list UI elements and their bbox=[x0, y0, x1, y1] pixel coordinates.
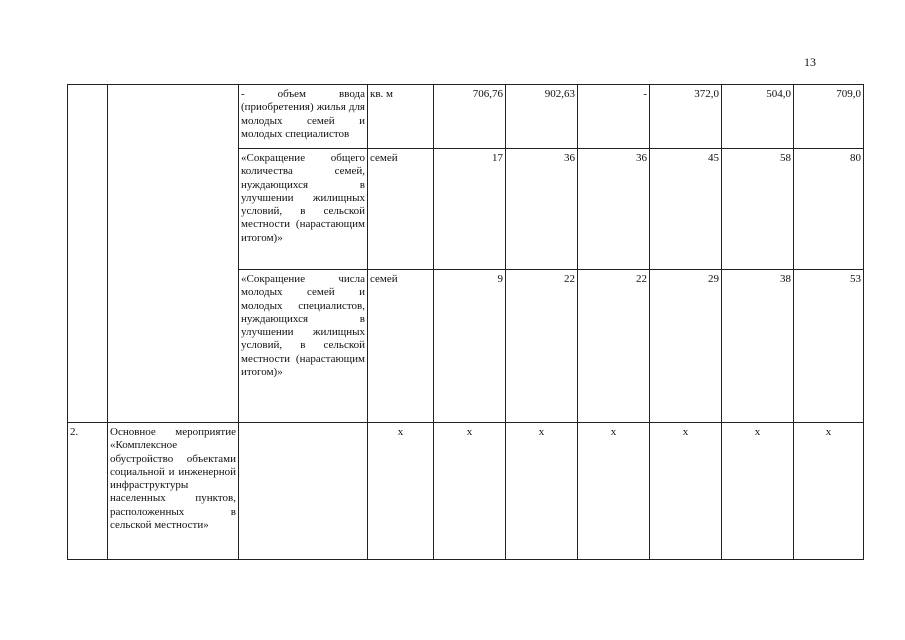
indicator-value: 29 bbox=[650, 270, 722, 423]
row-number-cell bbox=[68, 85, 108, 423]
page-number: 13 bbox=[804, 55, 816, 69]
indicators-table bbox=[67, 84, 864, 560]
x-mark: x bbox=[578, 423, 650, 560]
indicator-unit: кв. м bbox=[368, 85, 434, 149]
x-mark: x bbox=[650, 423, 722, 560]
indicator-value: 9 bbox=[434, 270, 506, 423]
indicator-value: 45 bbox=[650, 149, 722, 270]
indicator-value: 22 bbox=[506, 270, 578, 423]
indicator-value: 709,0 bbox=[794, 85, 864, 149]
x-mark: x bbox=[434, 423, 506, 560]
indicator-description: «Сокращение числа молодых семей и молодых специалистов, нуждающихся в улучшении жилищных условий, в сельской местности (нарастающим итогом)» bbox=[239, 270, 368, 423]
indicator-value: 53 bbox=[794, 270, 864, 423]
indicator-description: - объем ввода (приобретения) жилья для молодых семей и молодых специалистов bbox=[239, 85, 368, 149]
table-row bbox=[68, 423, 864, 560]
x-mark: x bbox=[794, 423, 864, 560]
indicator-value: 36 bbox=[578, 149, 650, 270]
indicator-value: 17 bbox=[434, 149, 506, 270]
activity-description: Основное мероприятие «Комплексное обустройство объектами социальной и инженерной инфраструктуры населенных пунктов, расположенных в сельской местности» bbox=[108, 423, 239, 560]
x-mark: x bbox=[506, 423, 578, 560]
x-mark: x bbox=[722, 423, 794, 560]
table-row bbox=[68, 85, 864, 149]
indicator-unit: семей bbox=[368, 270, 434, 423]
indicator-value: 36 bbox=[506, 149, 578, 270]
indicator-value: 706,76 bbox=[434, 85, 506, 149]
indicator-value: 58 bbox=[722, 149, 794, 270]
indicator-value: 902,63 bbox=[506, 85, 578, 149]
row-number: 2. bbox=[68, 423, 108, 560]
indicator-description-empty bbox=[239, 423, 368, 560]
indicator-value: 372,0 bbox=[650, 85, 722, 149]
activity-cell bbox=[108, 85, 239, 423]
indicator-value: 38 bbox=[722, 270, 794, 423]
indicator-unit: семей bbox=[368, 149, 434, 270]
indicator-value: 504,0 bbox=[722, 85, 794, 149]
x-mark: x bbox=[368, 423, 434, 560]
indicator-value: 80 bbox=[794, 149, 864, 270]
indicator-value: 22 bbox=[578, 270, 650, 423]
indicator-description: «Сокращение общего количества семей, нуждающихся в улучшении жилищных условий, в сельской местности (нарастающим итогом)» bbox=[239, 149, 368, 270]
indicator-value: - bbox=[578, 85, 650, 149]
